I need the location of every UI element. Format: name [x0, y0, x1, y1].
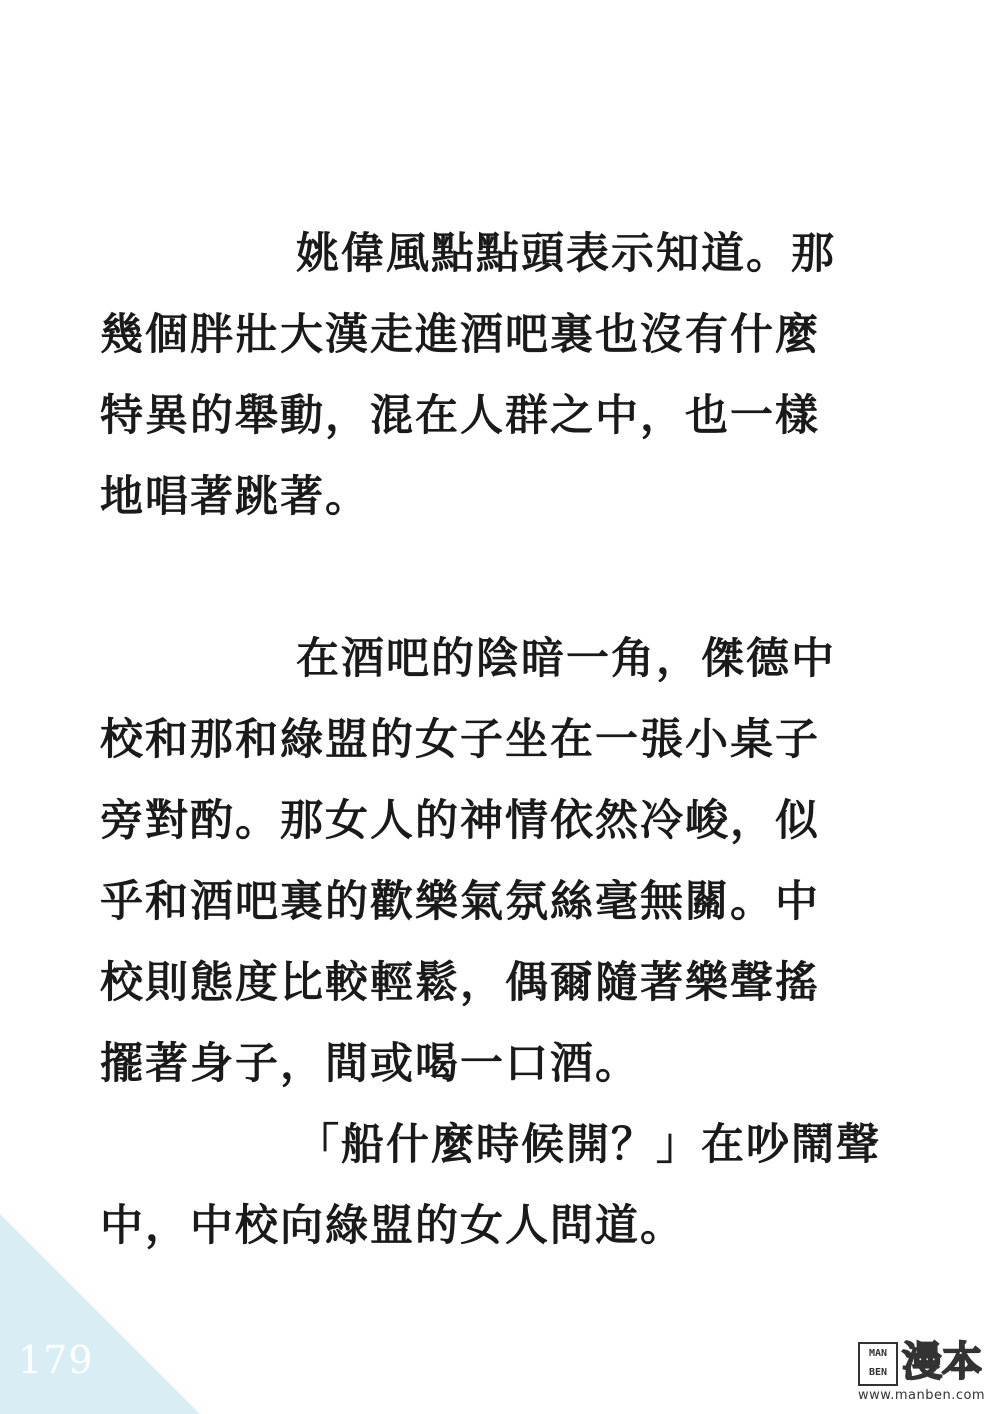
text-line: 乎和酒吧裏的歡樂氣氛絲毫無關。中: [100, 877, 820, 927]
logo-box-bottom: BEN: [868, 1367, 888, 1378]
page-number: 179: [18, 1338, 94, 1382]
text-line: 中，中校向綠盟的女人問道。: [100, 1201, 685, 1251]
text-line: 校和那和綠盟的女子坐在一張小桌子: [100, 715, 820, 765]
text-line: 地唱著跳著。: [100, 472, 370, 522]
text-line: 旁對酌。那女人的神情依然冷峻，似: [100, 796, 820, 846]
logo-url: www.manben.com: [858, 1388, 986, 1403]
text-line: 在酒吧的陰暗一角，傑德中: [296, 634, 836, 684]
text-line: 幾個胖壯大漢走進酒吧裏也沒有什麼: [100, 310, 820, 360]
text-line: 擺著身子，間或喝一口酒。: [100, 1039, 640, 1089]
corner-decoration: [0, 1214, 200, 1414]
text-line: 特異的舉動，混在人群之中，也一樣: [100, 391, 820, 441]
text-line: 「船什麼時候開？」在吵鬧聲: [296, 1120, 881, 1170]
text-line: 校則態度比較輕鬆，偶爾隨著樂聲搖: [100, 958, 820, 1008]
manben-logo: [858, 1339, 990, 1406]
logo-name: 漫本: [902, 1339, 982, 1385]
logo-box: [858, 1342, 898, 1386]
logo-box-top: MAN: [868, 1348, 888, 1359]
body-text: [100, 214, 900, 1267]
text-line: 姚偉風點點頭表示知道。那: [296, 229, 836, 279]
paragraph-gap: [100, 538, 900, 619]
